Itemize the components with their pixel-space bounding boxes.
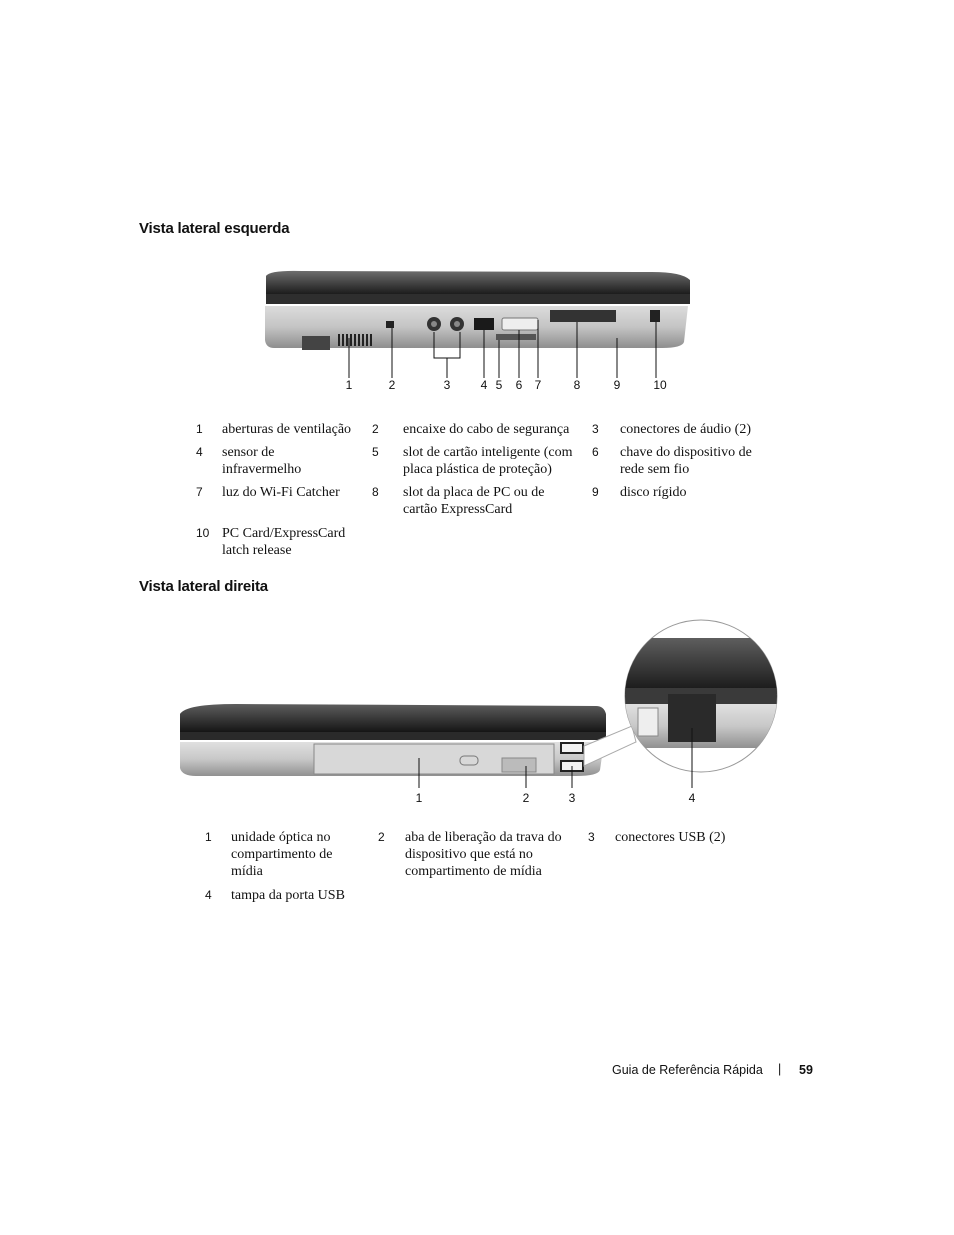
left-callout-4: 4 xyxy=(480,378,488,392)
left-callout-8: 8 xyxy=(573,378,581,392)
legend-right-num-1: 1 xyxy=(205,830,212,844)
legend-left-num-4: 4 xyxy=(196,445,203,459)
legend-right-text-4: tampa da porta USB xyxy=(231,888,345,903)
legend-left-text-5: slot de cartão inteligente (com placa plástica de proteção) xyxy=(403,445,573,477)
footer-guide-title: Guia de Referência Rápida xyxy=(612,1063,763,1077)
right-callout-1: 1 xyxy=(415,791,423,805)
right-callout-2: 2 xyxy=(522,791,530,805)
legend-left-num-6: 6 xyxy=(592,445,599,459)
right-callout-3: 3 xyxy=(568,791,576,805)
left-callout-1: 1 xyxy=(345,378,353,392)
legend-left-num-7: 7 xyxy=(196,485,203,499)
right-callout-4: 4 xyxy=(688,791,696,805)
legend-left-text-8: slot da placa de PC ou de cartão ExpressCard xyxy=(403,485,545,517)
right-side-laptop-image xyxy=(176,618,780,798)
legend-right-num-2: 2 xyxy=(378,830,385,844)
legend-left-text-10: PC Card/ExpressCard latch release xyxy=(222,526,346,558)
legend-left-num-8: 8 xyxy=(372,485,379,499)
legend-left-num-2: 2 xyxy=(372,422,379,436)
left-callout-6: 6 xyxy=(515,378,523,392)
left-callout-2: 2 xyxy=(388,378,396,392)
left-callout-7: 7 xyxy=(534,378,542,392)
legend-left-num-3: 3 xyxy=(592,422,599,436)
footer-separator: | xyxy=(778,1062,782,1076)
right-view-heading: Vista lateral direita xyxy=(139,578,268,595)
left-callout-lines xyxy=(262,268,692,383)
legend-left-num-9: 9 xyxy=(592,485,599,499)
legend-left-num-5: 5 xyxy=(372,445,379,459)
left-callout-10: 10 xyxy=(653,378,667,392)
legend-left-text-7: luz do Wi-Fi Catcher xyxy=(222,485,340,500)
legend-left-text-9: disco rígido xyxy=(620,485,687,500)
legend-left-text-4: sensor de infravermelho xyxy=(222,445,302,477)
legend-right-num-3: 3 xyxy=(588,830,595,844)
left-callout-9: 9 xyxy=(613,378,621,392)
legend-right-text-2: aba de liberação da trava do dispositivo que está no compartimento de mídia xyxy=(405,830,562,879)
left-callout-3: 3 xyxy=(443,378,451,392)
legend-left-text-6: chave do dispositivo de rede sem fio xyxy=(620,445,752,477)
legend-left-text-1: aberturas de ventilação xyxy=(222,422,352,437)
legend-left-text-3: conectores de áudio (2) xyxy=(620,422,751,437)
legend-left-num-1: 1 xyxy=(196,422,203,436)
legend-right-num-4: 4 xyxy=(205,888,212,902)
legend-left-text-2: encaixe do cabo de segurança xyxy=(403,422,570,437)
page-number: 59 xyxy=(799,1063,813,1077)
legend-left-num-10: 10 xyxy=(196,526,210,540)
left-view-heading: Vista lateral esquerda xyxy=(139,220,290,237)
legend-right-text-3: conectores USB (2) xyxy=(615,830,726,845)
legend-right-text-1: unidade óptica no compartimento de mídia xyxy=(231,830,333,879)
left-callout-5: 5 xyxy=(495,378,503,392)
